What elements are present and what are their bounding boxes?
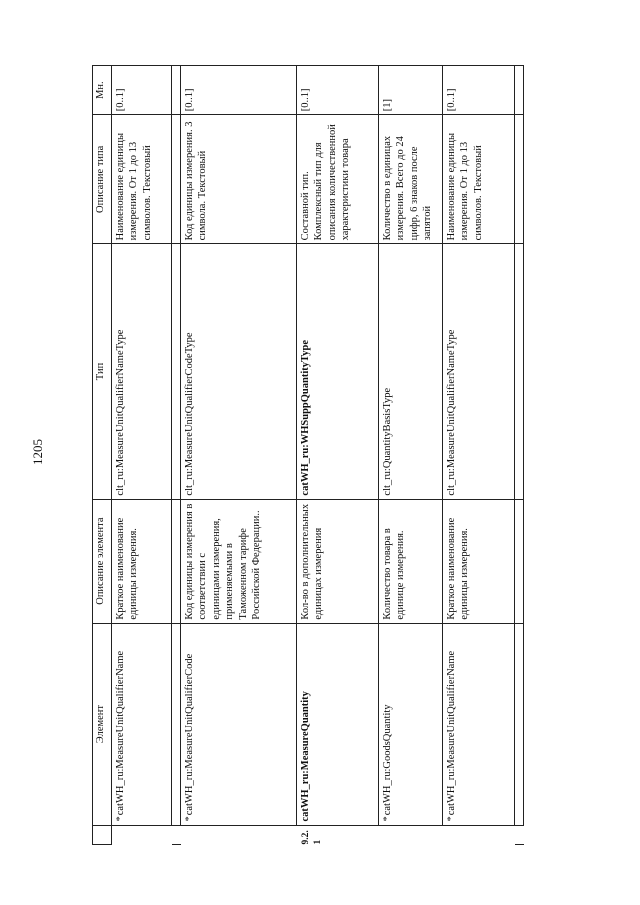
type-cell: catWH_ru:WHSuppQuantityType bbox=[297, 244, 379, 499]
required-marker: * bbox=[446, 816, 457, 822]
element-description-cell: Краткое наименование единицы измерения. bbox=[112, 499, 172, 623]
element-description-cell: Код единицы измерения в соответствии с единицами измерения, применяемыми в Таможенном тарифе Российской Федерации.. bbox=[181, 499, 297, 623]
table-row bbox=[297, 66, 379, 845]
required-marker: * bbox=[184, 816, 195, 822]
element-name: catWH_ru:MeasureUnitQualifierName bbox=[446, 650, 457, 816]
type-cell: clt_ru:MeasureUnitQualifierNameType bbox=[112, 244, 172, 499]
element-name: catWH_ru:MeasureUnitQualifierCode bbox=[184, 653, 195, 816]
required-marker: * bbox=[382, 816, 393, 822]
type-description-cell: Составной тип. Комплексный тип для описания количественной характеристики товара bbox=[297, 115, 379, 244]
header-element: Элемент bbox=[93, 623, 112, 825]
spacer-row bbox=[515, 66, 524, 845]
type-cell: clt_ru:QuantityBasisType bbox=[379, 244, 443, 499]
row-number bbox=[379, 825, 443, 844]
element-name: catWH_ru:GoodsQuantity bbox=[382, 704, 393, 816]
multiplicity-cell: [0..1] bbox=[443, 66, 515, 115]
row-number bbox=[181, 825, 297, 844]
specification-table-wrapper bbox=[92, 65, 524, 845]
multiplicity-cell: [0..1] bbox=[181, 66, 297, 115]
element-cell bbox=[297, 623, 379, 825]
multiplicity-cell: [0..1] bbox=[112, 66, 172, 115]
multiplicity-cell: [0..1] bbox=[297, 66, 379, 115]
row-number bbox=[112, 825, 172, 844]
element-name: catWH_ru:MeasureUnitQualifierName bbox=[115, 650, 126, 816]
table-row bbox=[443, 66, 515, 845]
spacer-row bbox=[172, 66, 181, 845]
header-row bbox=[93, 66, 112, 845]
header-type: Тип bbox=[93, 244, 112, 499]
header-element-description: Описание элемента bbox=[93, 499, 112, 623]
element-cell bbox=[181, 623, 297, 825]
required-marker: * bbox=[115, 816, 126, 822]
element-description-cell: Кол-во в дополнительных единицах измерения bbox=[297, 499, 379, 623]
element-cell bbox=[379, 623, 443, 825]
header-multiplicity: Мн. bbox=[93, 66, 112, 115]
header-blank bbox=[93, 825, 112, 844]
page-number: 1205 bbox=[30, 439, 45, 465]
element-description-cell: Краткое наименование единицы измерения. bbox=[443, 499, 515, 623]
table-row bbox=[379, 66, 443, 845]
type-description-cell: Наименование единицы измерения. От 1 до 13 символов. Текстовый bbox=[112, 115, 172, 244]
type-description-cell: Код единицы измерения. 3 символа. Текстовый bbox=[181, 115, 297, 244]
table-row bbox=[181, 66, 297, 845]
type-cell: clt_ru:MeasureUnitQualifierCodeType bbox=[181, 244, 297, 499]
element-name: catWH_ru:MeasureQuantity bbox=[300, 691, 311, 822]
specification-table bbox=[92, 65, 524, 845]
row-number: 9.2.1 bbox=[300, 830, 323, 845]
type-description-cell: Наименование единицы измерения. От 1 до 13 символов. Текстовый bbox=[443, 115, 515, 244]
element-cell bbox=[112, 623, 172, 825]
type-description-cell: Количество в единицах измерения. Всего до 24 цифр, 6 знаков после запятой bbox=[379, 115, 443, 244]
type-cell: clt_ru:MeasureUnitQualifierNameType bbox=[443, 244, 515, 499]
table-row bbox=[112, 66, 172, 845]
element-cell bbox=[443, 623, 515, 825]
multiplicity-cell: [1] bbox=[379, 66, 443, 115]
row-number bbox=[443, 825, 515, 844]
header-type-description: Описание типа bbox=[93, 115, 112, 244]
element-description-cell: Количество товара в единице измерения. bbox=[379, 499, 443, 623]
